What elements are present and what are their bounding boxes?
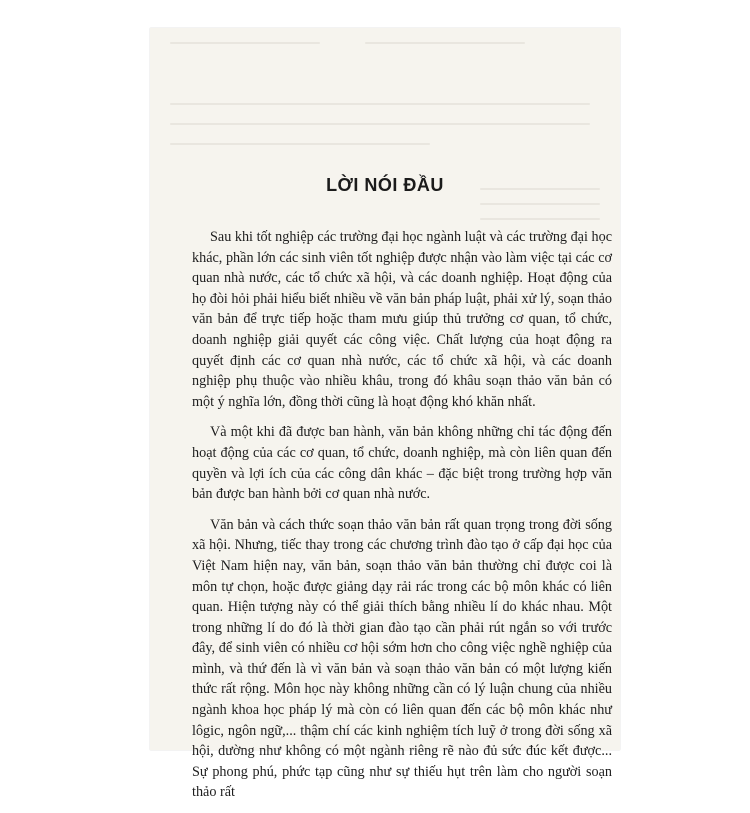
paragraph: Sau khi tốt nghiệp các trường đại học ngành luật và các trường đại học khác, phần lớn các sinh viên tốt nghiệp được nhận vào làm việc tại các cơ quan nhà nước, các tổ chức xã hội, và các doanh nghiệp. Hoạt động của họ đòi hỏi phải hiểu biết nhiều về văn bản pháp luật, phải xử lý, soạn thảo văn bản để trực tiếp hoặc tham mưu giúp thủ trưởng cơ quan, tổ chức, doanh nghiệp giải quyết các công việc. Chất lượng của hoạt động ra quyết định các cơ quan nhà nước, các tổ chức xã hội, và các doanh nghiệp phụ thuộc vào nhiều khâu, trong đó khâu soạn thảo văn bản có một ý nghĩa lớn, đồng thời cũng là hoạt động khó khăn nhất. xyxy=(192,229,612,410)
page-title: LỜI NÓI ĐẦU xyxy=(326,175,444,195)
paragraph: Và một khi đã được ban hành, văn bản không những chỉ tác động đến hoạt động của các cơ quan, tổ chức, doanh nghiệp, mà còn liên quan đến quyền và lợi ích của các công dân khác – đặc biệt trong trường hợp văn bản được ban hành bởi cơ quan nhà nước. xyxy=(192,424,612,503)
book-page xyxy=(150,28,620,801)
body-text xyxy=(192,227,612,813)
paragraph: Văn bản và cách thức soạn thảo văn bản rất quan trọng trong đời sống xã hội. Nhưng, tiếc thay trong các chương trình đào tạo ở cấp đại học của Việt Nam hiện nay, văn bản, soạn thảo văn bản thường chỉ được coi là môn tự chọn, hoặc được giảng dạy rải rác trong các bộ môn khác có liên quan. Hiện tượng này có thể giải thích bằng nhiều lí do khác nhau. Một trong những lí do đó là thời gian đào tạo cần phải rút ngắn so với trước đây, để sinh viên có nhiều cơ hội sớm hơn cho công việc nghề nghiệp của mình, và thứ đến là vì văn bản và soạn thảo văn bản có một lượng kiến thức rất rộng. Môn học này không những cần có lý luận chung của nhiều ngành khoa học pháp lý mà còn có liên quan đến các bộ môn khác như lôgic, ngôn ngữ,... thậm chí các kinh nghiệm tích luỹ ở trong đời sống xã hội, dường như không có một ngành riêng rẽ nào đủ sức đúc kết được... Sự phong phú, phức tạp cũng như sự thiếu hụt trên làm cho người soạn thảo rất xyxy=(192,516,612,801)
